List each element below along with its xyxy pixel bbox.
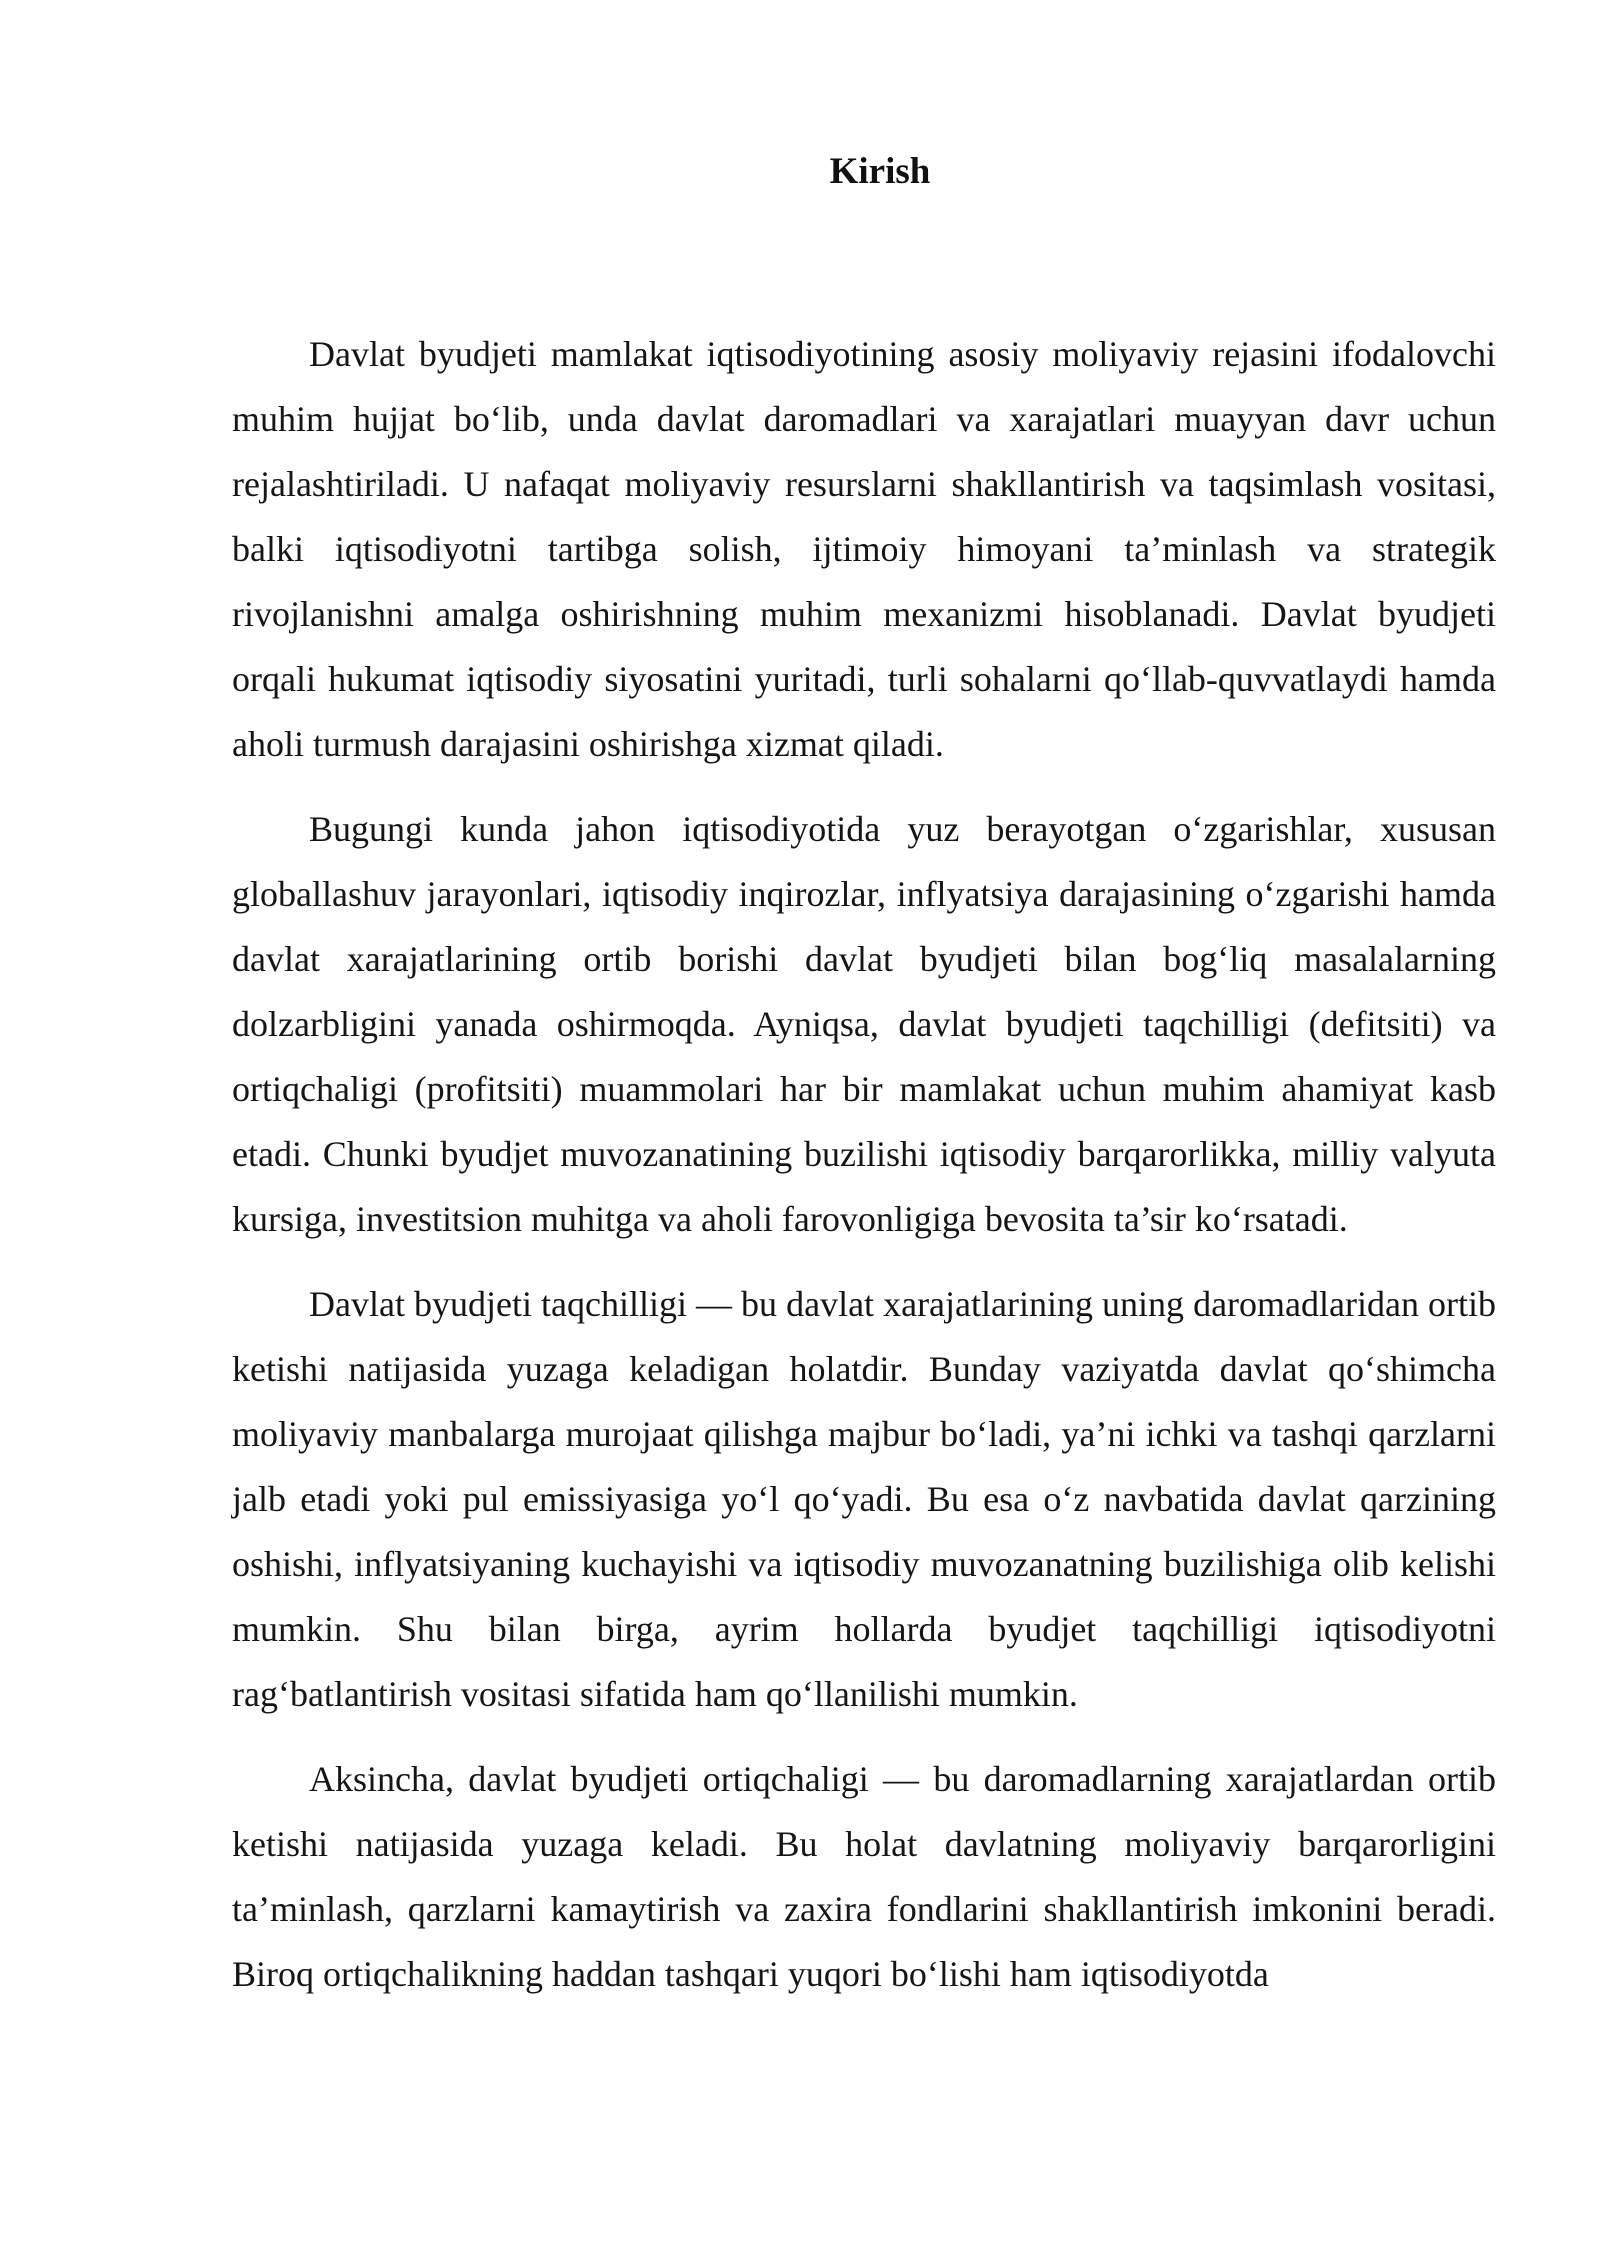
page-title: Kirish — [829, 151, 931, 192]
paragraph-3: Davlat byudjeti taqchilligi — bu davlat xarajatlarining uning daromadlaridan ortib ketishi natijasida yuzaga keladigan holatdir. Bunday vaziyatda davlat qo‘shimcha moliyaviy manbalarga murojaat qilishga majbur bo‘ladi, ya’ni ichki va tashqi qarzlarni jalb etadi yoki pul emissiyasiga yo‘l qo‘yadi. Bu esa o‘z navbatida davlat qarzining oshishi, inflyatsiyaning kuchayishi va iqtisodiy muvozanatning buzilishiga olib kelishi mumkin. Shu bilan birga, ayrim hollarda byudjet taqchilligi iqtisodiyotni rag‘batlantirish vositasi sifatida ham qo‘llanilishi mumkin. — [232, 1284, 1496, 1714]
document-body — [232, 322, 1496, 2027]
paragraph-1: Davlat byudjeti mamlakat iqtisodiyotining asosiy moliyaviy rejasini ifodalovchi muhim hujjat bo‘lib, unda davlat daromadlari va xarajatlari muayyan davr uchun rejalashtiriladi. U nafaqat moliyaviy resurslarni shakllantirish va taqsimlash vositasi, balki iqtisodiyotni tartibga solish, ijtimoiy himoyani ta’minlash va strategik rivojlanishni amalga oshirishning muhim mexanizmi hisoblanadi. Davlat byudjeti orqali hukumat iqtisodiy siyosatini yuritadi, turli sohalarni qo‘llab-quvvatlaydi hamda aholi turmush darajasini oshirishga xizmat qiladi. — [232, 334, 1496, 764]
paragraph-2: Bugungi kunda jahon iqtisodiyotida yuz berayotgan o‘zgarishlar, xususan globallashuv jarayonlari, iqtisodiy inqirozlar, inflyatsiya darajasining o‘zgarishi hamda davlat xarajatlarining ortib borishi davlat byudjeti bilan bog‘liq masalalarning dolzarbligini yanada oshirmoqda. Ayniqsa, davlat byudjeti taqchilligi (defitsiti) va ortiqchaligi (profitsiti) muammolari har bir mamlakat uchun muhim ahamiyat kasb etadi. Chunki byudjet muvozanatining buzilishi iqtisodiy barqarorlikka, milliy valyuta kursiga, investitsion muhitga va aholi farovonligiga bevosita ta’sir ko‘rsatadi. — [232, 809, 1496, 1239]
paragraph-4: Aksincha, davlat byudjeti ortiqchaligi — bu daromadlarning xarajatlardan ortib ketishi natijasida yuzaga keladi. Bu holat davlatning moliyaviy barqarorligini ta’minlash, qarzlarni kamaytirish va zaxira fondlarini shakllantirish imkonini beradi. Biroq ortiqchalikning haddan tashqari yuqori bo‘lishi ham iqtisodiyotda — [232, 1759, 1496, 1994]
